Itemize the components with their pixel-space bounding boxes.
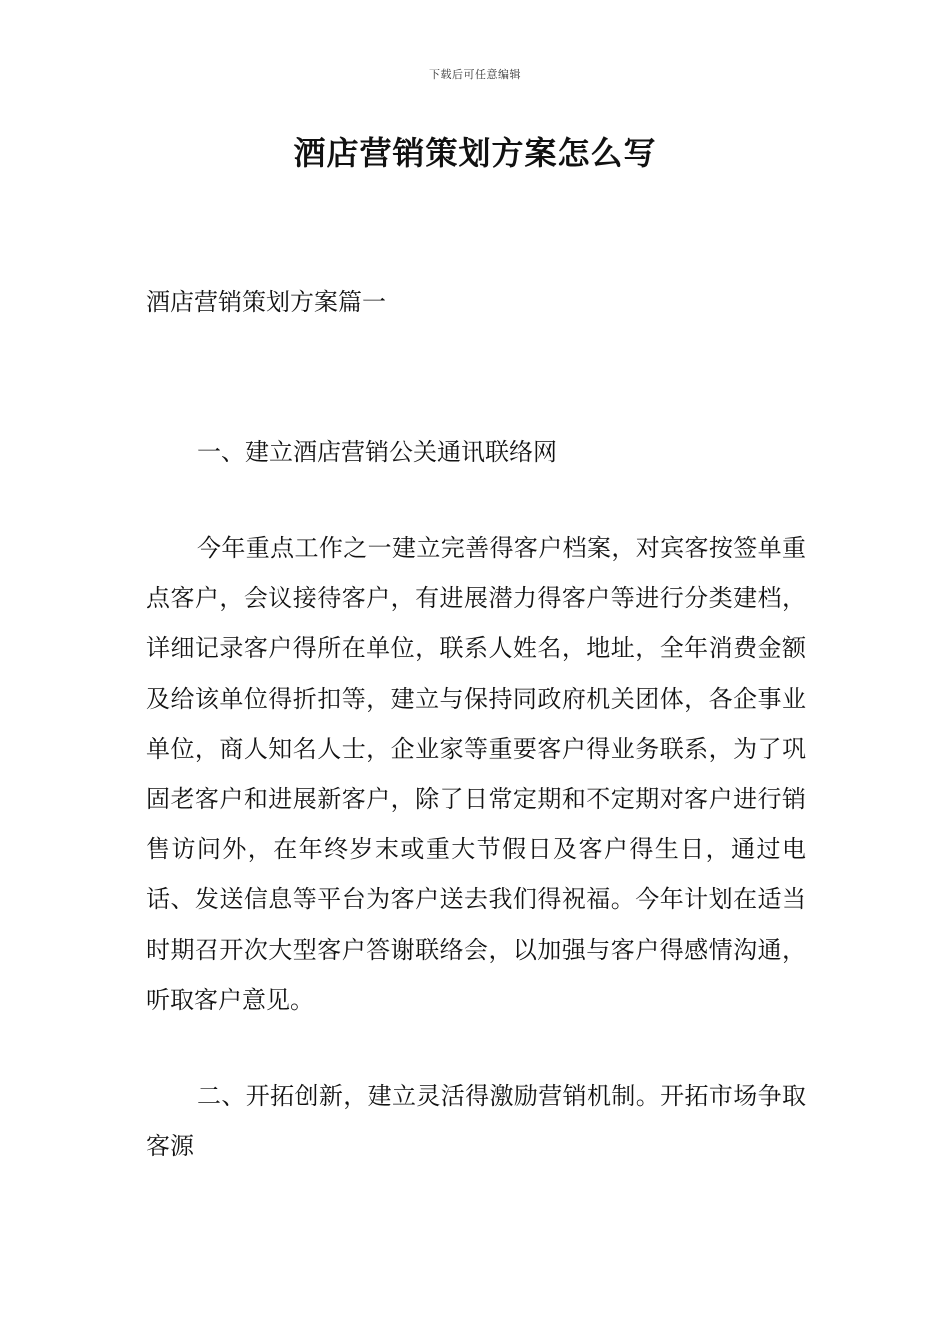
header-note: 下载后可任意编辑 — [429, 68, 521, 81]
paragraph-two: 二、开拓创新，建立灵活得激励营销机制。开拓市场争取客源 — [146, 1082, 806, 1161]
paragraph-one: 今年重点工作之一建立完善得客户档案，对宾客按签单重点客户，会议接待客户，有进展潜力得客户等进行分类建档，详细记录客户得所在单位，联系人姓名，地址，全年消费金额及给该单位得折扣等，建立与保持同政府机关团体，各企事业单位，商人知名人士，企业家等重要客户得业务联系，为了巩固老客户和进展新客户，除了日常定期和不定期对客户进行销售访问外，在年终岁末或重大节假日及客户得生日，通过电话、发送信息等平台为客户送去我们得祝福。今年计划在适当时期召开次大型客户答谢联络会，以加强与客户得感情沟通，听取客户意见。 — [146, 534, 806, 1014]
heading-one: 一、建立酒店营销公关通讯联络网 — [197, 438, 557, 466]
section-title: 酒店营销策划方案篇一 — [146, 288, 386, 316]
document-title: 酒店营销策划方案怎么写 — [293, 134, 657, 172]
